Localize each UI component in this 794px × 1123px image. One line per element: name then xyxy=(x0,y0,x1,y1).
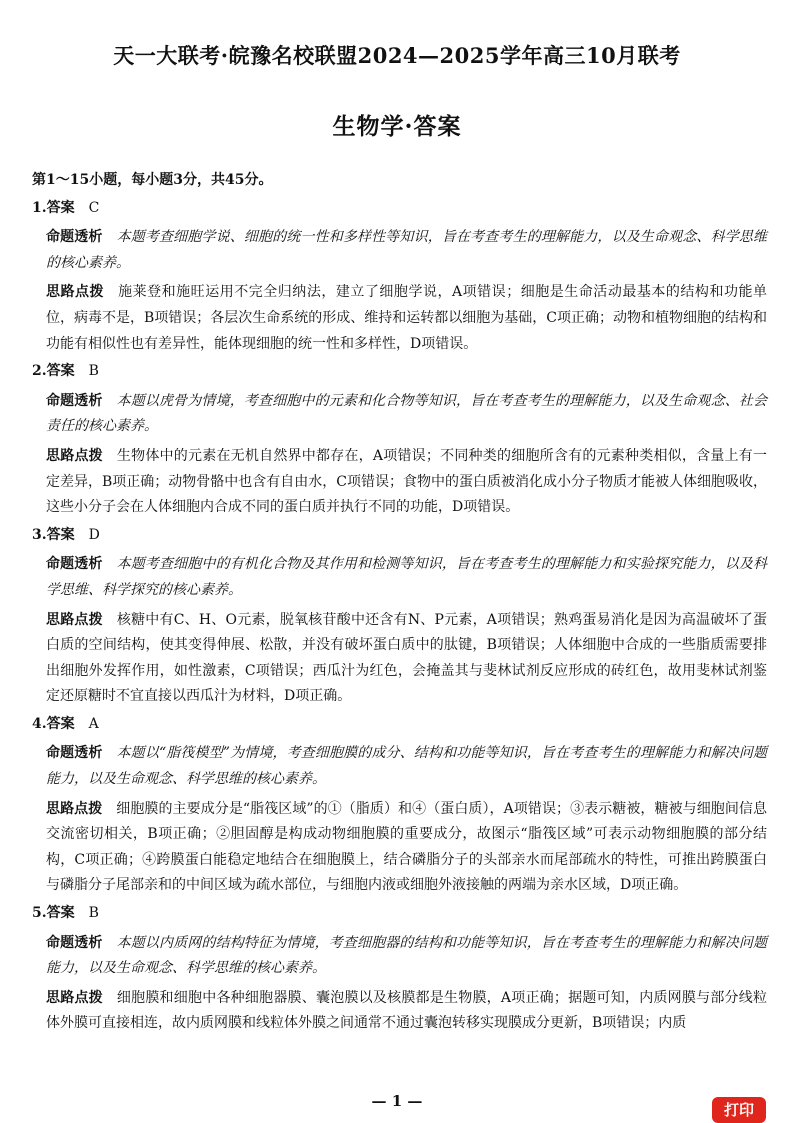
question-number: 3.答案 xyxy=(32,526,75,543)
solution-text: 生物体中的元素在无机自然界中都存在，A项错误；不同种类的细胞所含有的元素种类相似，含量上有一定差异，B项正确；动物骨骼中也含有自由水，C项错误；食物中的蛋白质被消化成小分子物质才能被人体细胞吸收，这些小分子会在人体细胞内合成不同的蛋白质并执行不同的功能，D项错误。 xyxy=(46,447,767,516)
analysis-text: 本题考查细胞学说、细胞的统一性和多样性等知识，旨在考查考生的理解能力，以及生命观念、科学思维的核心素养。 xyxy=(46,229,768,271)
page-number: — 1 — xyxy=(371,1092,423,1110)
answer-letter: B xyxy=(88,905,99,922)
analysis-paragraph xyxy=(32,741,767,792)
solution-label: 思路点拨 xyxy=(46,284,105,301)
analysis-label: 命题透析 xyxy=(46,745,103,762)
analysis-label: 命题透析 xyxy=(46,229,103,246)
answer-content xyxy=(32,168,767,1037)
analysis-text: 本题考查细胞中的有机化合物及其作用和检测等知识，旨在考查考生的理解能力和实验探究能力，以及科学思维、科学探究的核心素养。 xyxy=(46,556,768,598)
solution-label: 思路点拨 xyxy=(46,800,103,817)
analysis-label: 命题透析 xyxy=(46,934,103,951)
question-block-3 xyxy=(32,523,767,710)
question-number: 1.答案 xyxy=(32,199,75,216)
solution-paragraph xyxy=(32,280,767,357)
solution-text: 细胞膜和细胞中各种细胞器膜、囊泡膜以及核膜都是生物膜，A项正确；据题可知，内质网膜与部分线粒体外膜可直接相连，故内质网膜和线粒体外膜之间通常不通过囊泡转移实现膜成分更新，B项错误；内质 xyxy=(46,989,767,1032)
question-block-5 xyxy=(32,901,767,1037)
analysis-label: 命题透析 xyxy=(46,392,103,409)
solution-paragraph xyxy=(32,608,767,710)
solution-paragraph xyxy=(32,986,767,1037)
question-header xyxy=(32,359,767,385)
question-block-4 xyxy=(32,712,767,899)
print-button[interactable]: 打印 xyxy=(712,1097,766,1123)
question-header xyxy=(32,196,767,222)
solution-label: 思路点拨 xyxy=(46,447,103,464)
answer-letter: B xyxy=(88,363,99,380)
answer-letter: D xyxy=(88,526,100,543)
analysis-paragraph xyxy=(32,389,767,440)
question-number: 4.答案 xyxy=(32,715,75,732)
page-title: 天一大联考·皖豫名校联盟2024—2025学年高三10月联考 xyxy=(113,43,681,68)
question-block-1 xyxy=(32,196,767,358)
question-header xyxy=(32,523,767,549)
solution-paragraph xyxy=(32,444,767,521)
answer-letter: C xyxy=(88,199,100,216)
section-intro: 第1～15小题，每小题3分，共45分。 xyxy=(32,172,273,188)
analysis-text: 本题以内质网的结构特征为情境，考查细胞器的结构和功能等知识，旨在考查考生的理解能力和解决问题能力，以及生命观念、科学思维的核心素养。 xyxy=(46,934,768,977)
analysis-text: 本题以虎骨为情境，考查细胞中的元素和化合物等知识，旨在考查考生的理解能力，以及生命观念、社会责任的核心素养。 xyxy=(46,392,768,435)
question-header xyxy=(32,901,767,927)
analysis-paragraph xyxy=(32,931,767,982)
question-number: 2.答案 xyxy=(32,363,75,380)
answer-letter: A xyxy=(88,715,99,732)
question-header xyxy=(32,712,767,738)
analysis-text: 本题以“脂筏模型”为情境，考查细胞膜的成分、结构和功能等知识，旨在考查考生的理解能力和解决问题能力，以及生命观念、科学思维的核心素养。 xyxy=(46,745,768,788)
question-number: 5.答案 xyxy=(32,905,75,922)
page-subtitle: 生物学·答案 xyxy=(332,113,462,140)
analysis-paragraph xyxy=(32,552,767,603)
solution-label: 思路点拨 xyxy=(46,989,103,1006)
solution-label: 思路点拨 xyxy=(46,611,103,628)
solution-text: 核糖中有C、H、O元素，脱氧核苷酸中还含有N、P元素，A项错误；熟鸡蛋易消化是因为高温破坏了蛋白质的空间结构，使其变得伸展、松散，并没有破坏蛋白质中的肽键，B项错误；人体细胞中合成的一些脂质需要排出细胞外发挥作用，如性激素，C项错误；西瓜汁为红色，会掩盖其与斐林试剂反应形成的砖红色，故用斐林试剂鉴定还原糖时不宜直接以西瓜汁为材料，D项正确。 xyxy=(46,611,767,705)
question-block-2 xyxy=(32,359,767,521)
analysis-paragraph xyxy=(32,225,767,276)
analysis-label: 命题透析 xyxy=(46,556,103,573)
solution-text: 施莱登和施旺运用不完全归纳法，建立了细胞学说，A项错误；细胞是生命活动最基本的结构和功能单位，病毒不是，B项错误；各层次生命系统的形成、维持和运转都以细胞为基础，C项正确；动物和植物细胞的结构和功能有相似性也有差异性，能体现细胞的统一性和多样性，D项错误。 xyxy=(46,284,768,352)
solution-text: 细胞膜的主要成分是“脂筏区域”的①（脂质）和④（蛋白质），A项错误；③表示糖被，糖被与细胞间信息交流密切相关，B项正确；②胆固醇是构成动物细胞膜的重要成分，故图示“脂筏区域”可表示动物细胞膜的部分结构，C项正确；④跨膜蛋白能稳定地结合在细胞膜上，结合磷脂分子的头部亲水而尾部疏水的特性，可推出跨膜蛋白与磷脂分子尾部亲和的中间区域为疏水部位，与细胞内液或细胞外液接触的两端为亲水区域，D项正确。 xyxy=(46,800,767,894)
solution-paragraph xyxy=(32,797,767,899)
